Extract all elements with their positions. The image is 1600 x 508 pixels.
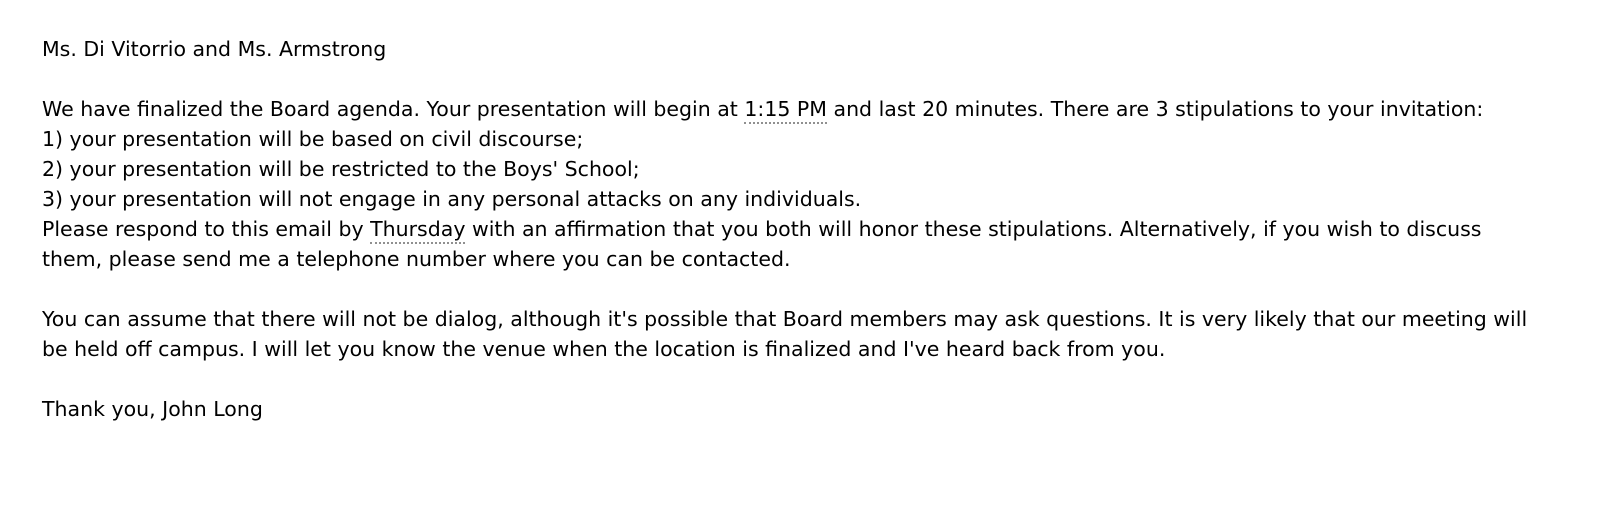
email-message-body bbox=[42, 34, 1542, 424]
blank-line-1 bbox=[42, 64, 1542, 94]
blank-line-2 bbox=[42, 274, 1542, 304]
agenda-text-before-time: We have finalized the Board agenda. Your presentation will begin at bbox=[42, 97, 745, 121]
paragraph-response-request bbox=[42, 214, 1542, 274]
paragraph-meeting-details: You can assume that there will not be dialog, although it's possible that Board members may ask questions. It is very likely that our meeting will be held off campus. I will let you know the venue when the location is finalized and I've heard back from you. bbox=[42, 307, 1528, 361]
closing-signature: Thank you, John Long bbox=[42, 397, 263, 421]
stipulation-item-1: 1) your presentation will be based on civil discourse; bbox=[42, 127, 584, 151]
blank-line-3 bbox=[42, 364, 1542, 394]
paragraph-agenda bbox=[42, 94, 1542, 124]
deadline-day: Thursday bbox=[370, 217, 465, 244]
stipulation-item-3: 3) your presentation will not engage in any personal attacks on any individuals. bbox=[42, 187, 862, 211]
response-text-before-day: Please respond to this email by bbox=[42, 217, 371, 241]
meeting-time: 1:15 PM bbox=[744, 97, 827, 124]
stipulation-item-2: 2) your presentation will be restricted to the Boys' School; bbox=[42, 157, 640, 181]
salutation-line: Ms. Di Vitorrio and Ms. Armstrong bbox=[42, 37, 387, 61]
response-text-after-day: with an affirmation that you both will honor these stipulations. Alternatively, if you wish to discuss them, please send me a telephone number where you can be contacted. bbox=[42, 217, 1482, 271]
agenda-text-after-time: and last 20 minutes. There are 3 stipulations to your invitation: bbox=[826, 97, 1484, 121]
